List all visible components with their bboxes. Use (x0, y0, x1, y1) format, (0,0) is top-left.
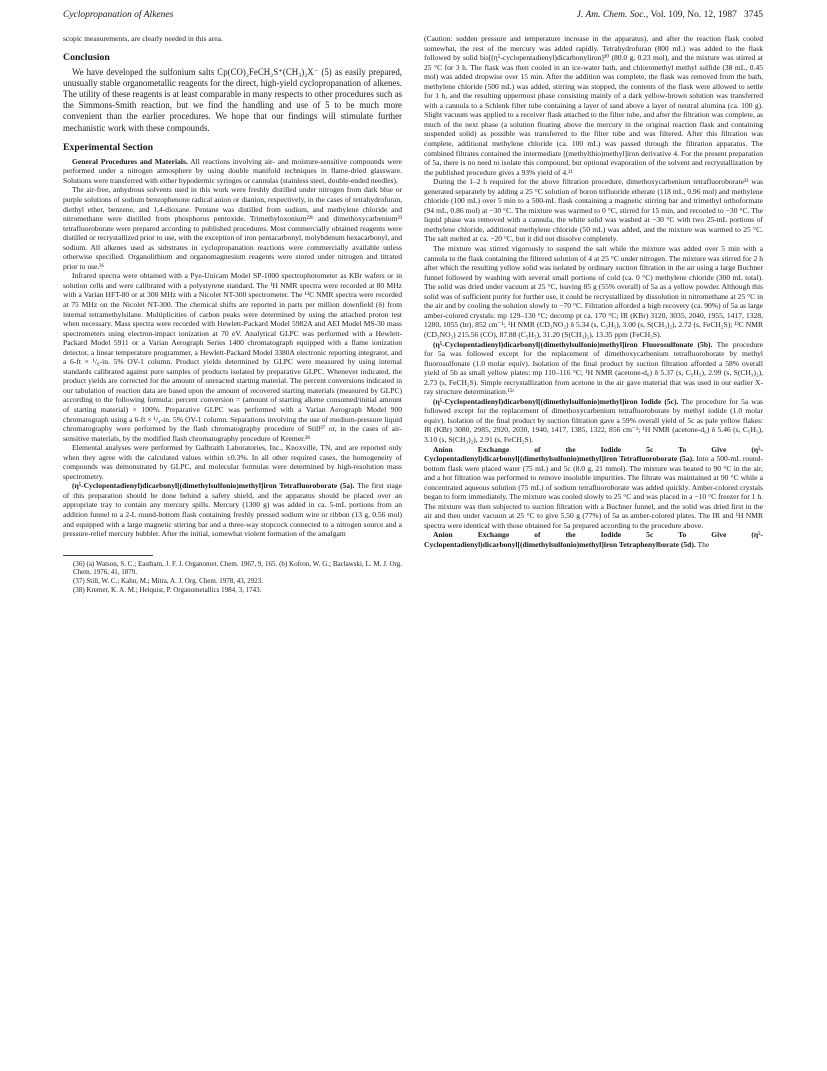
general-procedures-text: All reactions involving air- and moisture-sensitive compounds were performed under a nitrogen atmosphere by using double manifold techniques in flame-dried glassware. Solutions were transferred with either hypodermic syringes or cannulas (stainless steel, double-ended needles). (63, 156, 402, 185)
intro-text: scopic measurements, are clearly needed in this area. (63, 34, 223, 43)
compound-5b-heading: (η⁵-Cyclopentadienyl)dicarbonyl[(dimethylsulfonio)methyl]iron Fluorosulfonate (5b). (433, 339, 713, 349)
running-head-citation (577, 10, 763, 20)
compound-5c-paragraph (424, 397, 763, 445)
footnote: (38) Kremer, K. A. M.; Helquist, P. Organometallics 1984, 3, 1743. (73, 586, 262, 595)
page-number: 3745 (744, 10, 763, 20)
instruments-paragraph: Infrared spectra were obtained with a Pye-Unicam Model SP-1000 spectrophotometer as KBr wafers or in solution cells and were calibrated with a polystyrene standard. The ¹H NMR spectra were recorded at 80 MHz with a Varian HFT-80 or at 300 MHz with a Nicolet NT-300 spectrometer. The ¹³C NMR spectra were recorded at 75 MHz on the Nicolet NT-300. The chemical shifts are reported in parts per million downfield (δ) from internal tetramethylsilane. Multiplicities of carbon peaks were determined by using the attached proton test when necessary. Mass spectra were recorded with Hewlett-Packard Model 5982A and AEI Model MS-30 mass spectrometers using electron-impact ionization at 70 eV. Analytical GLPC was performed with a Hewlett-Packard Model 5911 or a Varian Aerograph Series 1400 chromatograph equipped with a flame ionization detector, a linear temperature programmer, a Hewlett-Packard Model 3380A electronic reporting integrator, and a 6-ft × ¹/₈-in. 5% OV-1 column. Product yields determined by GLPC were measured by using internal standards calibrated against pure samples of products isolated by preparative GLPC. Whenever indicated, the product yields are corrected for the amount of unreacted starting material. The percent conversions indicated in our tabulation of reaction data are based upon the amount of recovered starting materials (measured by GLPC) according to the following formula: percent conversion = (amount of starting alkene consumed/initial amount of starting material) × 100%. Preparative GLPC was performed with a Varian Aerograph Model 900 chromatograph using a 6-ft × ¹/₄-in. 5% OV-1 column. Separations involving the use of medium-pressure liquid chromatography were performed by the flash chromatography procedure of Still³⁷ or, in the cases of air-sensitive materials, by the modified flash chromatography procedure of Kremer.³⁸ (63, 271, 402, 443)
experimental-heading: Experimental Section (63, 141, 154, 153)
footnotes (63, 560, 402, 595)
anion-exchange-5a-text: Into a 500-mL round-bottom flask were placed water (75 mL) and 5c (8.0 g, 21 mmol). The mixture was heated to 90 °C in the air, and a hot filtration was performed to remove insoluble impurities. The filtrate was maintained at 90 °C while a concentrated aqueous solution (75 mL) of sodium tetrafluoroborate was added quickly. Amber-colored crystals began to form immediately. The mixture was cooled slowly to 25 °C and was placed in a −10 °C freezer for 1 h. The mixture was then subjected to suction filtration with a Buchner funnel, and the solid was dried first in the air and then under vacuum at 25 °C to give 5.50 g (77%) of 5a as amber-colored plates. The IR and ¹H NMR spectra were identical with those obtained for 5a prepared according to the procedure above. (424, 454, 763, 530)
compound-5a-heading: (η⁵-Cyclopentadienyl)dicarbonyl[(dimethylsulfonio)methyl]iron Tetrafluoroborate (5a). (72, 481, 355, 491)
footnote-rule (63, 555, 153, 556)
running-head (63, 10, 763, 24)
isolation-paragraph: The mixture was stirred vigorously to suspend the salt while the mixture was added over 5 min with a cannula to the flask containing the filtered solution of 4 at 25 °C under nitrogen. The mixture was stirred for 2 h after which the resulting yellow solid was isolated by ordinary suction filtration in the air using a large Buchner funnel followed by washing with several small portions of cold (ca. 0 °C) methylene chloride (300 mL total). The solid was dried under vacuum at 25 °C, leaving 85 g (55% overall) of 5a as a yellow powder. Although this solid was of sufficient purity for further use, it could be recrystallized by dissolution in nitromethane at 25 °C in the air and by cooling the solution slowly to −70 °C. Filtration afforded a high recovery (ca. 90%) of 5a as large amber-colored crystals: mp 129–130 °C; decomp pt ca. 170 °C; IR (KBr) 3120, 3035, 2040, 1955, 1417, 1328, 1280, 1055 (br), 852 cm⁻¹; ¹H NMR (CD₃NO₂) δ 5.34 (s, C₅H₅), 3.00 (s, S(CH₃)₂), 2.72 (s, FeCH₂S); ¹³C NMR (CD₃NO₂) 215.56 (CO), 87.88 (C₅H₅), 31.20 (S(CH₃)₂), 13.35 ppm (FeCH₂S). (424, 244, 763, 339)
footnote: (37) Still, W. C.; Kahn, M.; Mitra, A. J. Org. Chem. 1978, 43, 2923. (73, 577, 264, 586)
anion-exchange-5d-paragraph (424, 530, 763, 549)
left-column (63, 34, 402, 595)
general-procedures-paragraph (63, 157, 402, 186)
amalgam-paragraph: (Caution: sudden pressure and temperature increase in the apparatus), and after the reaction flask cooled somewhat, the rest of the mercury was added rapidly. Tetrahydrofuran (800 mL) was added to the flask followed by solid bis[(η⁵-cyclopentadienyl)dicarbonyliron]²⁰ (80.0 g, 0.23 mol), and the mixture was stirred at 25 °C for 3 h. The flask was then cooled in an ice-water bath, and chloromethyl methyl sulfide (38 mL, 0.45 mol) was added dropwise over 15 min. After the addition was complete, the flask was removed from the bath, methylene chloride (500 mL) was added, stirring was stopped, the contents of the flask were allowed to settle for 1 h, and the resulting uppermost phase consisting mainly of a dark yellow-brown solution was transferred with a cannula to a Schlenk filter tube containing a layer of sand above a layer of neutral alumina (ca. 100 g). Slight vacuum was applied to a receiver flask attached to the filter tube, and after the filtration was complete, as much of the next phase (a solution floating above the mercury in the original reaction flask and containing suspended solid) as possible was transferred to the filter tube and was filtered. After this filtration was complete, additional methylene chloride (ca. 100 mL) was passed through the filtration apparatus. The combined filtrates contained the intermediate [(methylthio)methyl]iron derivative 4. For the present preparation of 5a, there is no need to isolate this compound, but optional evaporation of the solvent and recrystallization by the published procedure gives a 93% yield of 4.²¹ (424, 34, 763, 177)
compound-5a-paragraph (63, 481, 402, 538)
journal-name: J. Am. Chem. Soc., (576, 10, 649, 20)
right-column (424, 34, 763, 550)
compound-5b-text: The procedure for 5a was followed except for the replacement of dimethoxycarbenium tetrafluoroborate by methyl fluorosulfonate (1.0 molar equiv). Isolation of the final product by suction filtration afforded a 58% overall yield of 5b as small yellow plates: mp 110–116 °C; ¹H NMR (acetone-d₆) δ 5.37 (s, C₅H₅), 2.99 (s, S(CH₃)₂), 2.73 (s, FeCH₂S). Simple recrystallization from acetone in the air gave material that was used in our earlier X-ray structure determination.¹⁵ᶜ (424, 339, 763, 397)
compound-5a-text: The first stage of this preparation should be done behind a safety shield, and the apparatus should be placed over an appropriate tray to contain any mercury spills. Mercury (1300 g) was added in ca. 5-mL portions from an addition funnel to a 2-L round-bottom flask containing freshly pressed sodium wire or ribbon (13 g, 0.56 mol) and equipped with a large magnetic stirring bar and a three-way stopcock connected to a nitrogen source and a pressure-relief mercury bubbler. After the initial, somewhat violent formation of the amalgam (63, 481, 403, 539)
compound-5c-text: The procedure for 5a was followed except for the replacement of dimethoxycarbenium tetrafluoroborate by methyl iodide (1.0 molar equiv). Isolation of the final product by suction filtration gave a 59% overall yield of 5c as pale yellow flakes: IR (KBr) 3080, 2985, 2920, 2030, 1940, 1417, 1385, 1322, 856 cm⁻¹; ¹H NMR (acetone-d₆) δ 5.46 (s, C₅H₅), 3.10 (s, S(CH₃)₂), 2.91 (s, FeCH₂S). (424, 396, 763, 444)
compound-5b-paragraph (424, 340, 763, 397)
solvents-paragraph: The air-free, anhydrous solvents used in this work were freshly distilled under nitrogen from dark blue or purple solutions of sodium benzophenone radical anion or dianion, respectively, in the cases of tetrahydrofuran, diethyl ether, benzene, and 1,4-dioxane. Pentane was distilled from sodium, and methylene chloride and nitromethane were distilled from phosphorus pentoxide. Trimethyloxonium²²ᵇ and dimethoxycarbenium²³ tetrafluoroborate were prepared according to published procedures. Most commercially obtained reagents were distilled or recrystallized prior to use, with the exception of iron pentacarbonyl, molybdenum hexacarbonyl, and sodium. All alkenes used as substrates in cyclopropanation reactions were commercially available unless otherwise specified. Organolithium and organomagnesium reagents were stored under nitrogen and titrated prior to use.³⁶ (63, 185, 402, 271)
carbenium-paragraph: During the 1–2 h required for the above filtration procedure, dimethoxycarbenium tetrafluoroborate²³ was generated separately by adding a 25 °C solution of boron trifluoride etherate (118 mL, 0.96 mol) and methylene chloride (100 mL) over 5 min to a 500-mL flask containing a magnetic stirring bar and trimethyl orthoformate (94 mL, 0.86 mol) at −30 °C. The mixture was warmed to 0 °C, stirred for 15 min, and recooled to −30 °C. The liquid phase was removed with a cannula, the white solid was washed at −30 °C with two 25-mL portions of methylene chloride, additional methylene chloride (50 mL) was added, and the mixture was warmed to 25 °C. The salt melted at ca. −20 °C, but it did not dissolve completely. (424, 177, 763, 244)
volume-issue: Vol. 109, No. 12, 1987 (650, 10, 737, 20)
analyses-paragraph: Elemental analyses were performed by Galbraith Laboratories, Inc., Knoxville, TN, and are reported only when they agree with the calculated values within ±0.3%. In all other required cases, the homogeneity of compounds was demonstrated by GLPC, and molecular formulas were determined by high-resolution mass spectrometry. (63, 443, 402, 481)
anion-exchange-5d-text: The (695, 539, 710, 549)
anion-exchange-5a-heading: Anion Exchange of the Iodide 5c To Give (η⁵-Cyclopentadienyl)dicarbonyl[(dimethylsulfonio)methyl]iron Tetrafluoroborate (5a). (424, 444, 763, 464)
running-head-title: Cyclopropanation of Alkenes (63, 10, 174, 20)
conclusion-paragraph: We have developed the sulfonium salts Cp(CO)₂FeCH₂S⁺(CH₃)₂X⁻ (5) as easily prepared, unusually stable organometallic reagents for the direct, high-yield cyclopropanation of alkenes. The utility of these reagents is at least comparable in many respects to other procedures such as the Simmons-Smith reaction, but we find the handling and use of 5 to be much more convenient than the earlier procedures. We hope that our findings will stimulate further mechanistic work with these compounds. (63, 66, 402, 133)
anion-exchange-5a-paragraph (424, 445, 763, 531)
anion-exchange-5d-heading: Anion Exchange of the Iodide 5c To Give (η⁵-Cyclopentadienyl)dicarbonyl[(dimethylsulfonio)methyl]iron Tetraphenylborate (5d). (424, 530, 763, 549)
compound-5c-heading: (η⁵-Cyclopentadienyl)dicarbonyl[(dimethylsulfonio)methyl]iron Iodide (5c). (433, 396, 679, 406)
general-procedures-heading: General Procedures and Materials. (72, 156, 188, 166)
footnote: (36) (a) Watson, S. C.; Eastham, J. F. J. Organomet. Chem. 1967, 9, 165. (b) Kofron, W. G.; Baclawski, L. M. J. Org. Chem. 1976, 41, 1879. (73, 559, 402, 577)
conclusion-heading: Conclusion (63, 51, 110, 63)
